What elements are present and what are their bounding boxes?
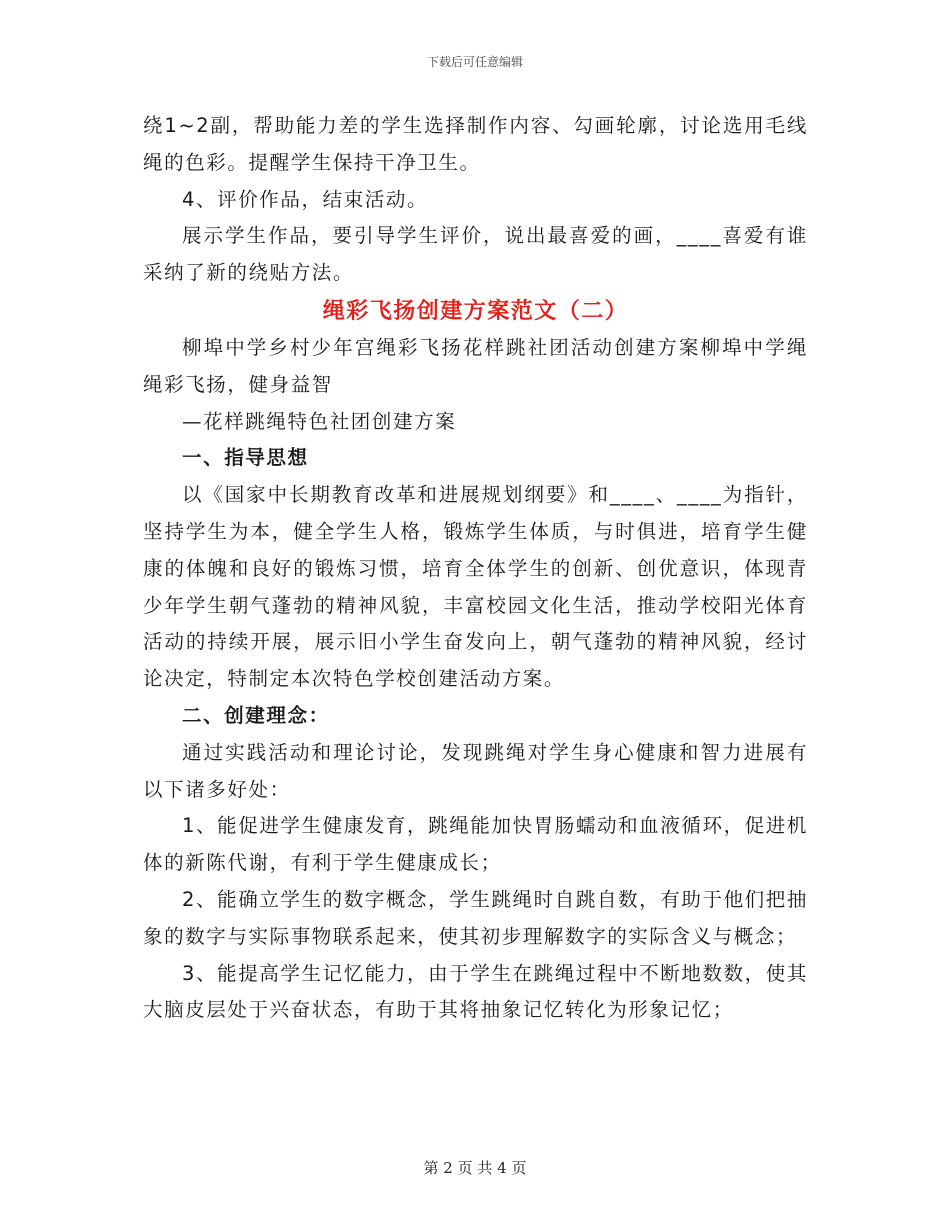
paragraph: 通过实践活动和理论讨论，发现跳绳对学生身心健康和智力进展有以下诸多好处： (143, 740, 808, 801)
section-heading: 二、创建理念： (182, 703, 330, 727)
paragraph: 以《国家中长期教育改革和进展规划纲要》和____、____为指针，坚持学生为本，健全学生人格，锻炼学生体质，与时俱进，培育学生健康的体魄和良好的锻炼习惯，培育全体学生的创新、创优意识，体现青少年学生朝气蓬勃的精神风貌，丰富校园文化生活，推动学校阳光体育活动的持续开展，展示旧小学生奋发向上，朝气蓬勃的精神风貌，经讨论决定，特制定本次特色学校创建活动方案。 (143, 483, 808, 691)
list-item: 1、能促进学生健康发育，跳绳能加快胃肠蠕动和血液循环，促进机体的新陈代谢，有利于学生健康成长； (143, 814, 808, 875)
list-item: 3、能提高学生记忆能力，由于学生在跳绳过程中不断地数数，使其大脑皮层处于兴奋状态，有助于其将抽象记忆转化为形象记忆； (143, 961, 808, 1022)
paragraph: 展示学生作品，要引导学生评价，说出最喜爱的画，____喜爱有谁采纳了新的绕贴方法。 (143, 224, 808, 285)
paragraph: 绕1~2副，帮助能力差的学生选择制作内容、勾画轮廓，讨论选用毛线绳的色彩。提醒学生保持干净卫生。 (143, 114, 808, 174)
page-number: 第 2 页 共 4 页 (423, 1159, 527, 1177)
page-header-note: 下载后可任意编辑 (426, 55, 523, 69)
section-title: 绳彩飞扬创建方案范文（二） (322, 298, 629, 324)
paragraph: 柳埠中学乡村少年宫绳彩飞扬花样跳社团活动创建方案柳埠中学绳绳彩飞扬，健身益智 (143, 335, 808, 396)
section-heading: 一、指导思想 (182, 446, 309, 470)
list-item: 2、能确立学生的数字概念，学生跳绳时自跳自数，有助于他们把抽象的数字与实际事物联系起来，使其初步理解数字的实际含义与概念； (143, 887, 808, 948)
paragraph: —花样跳绳特色社团创建方案 (182, 409, 457, 433)
document-body (143, 108, 808, 1029)
step-heading: 4、评价作品，结束活动。 (182, 187, 429, 211)
